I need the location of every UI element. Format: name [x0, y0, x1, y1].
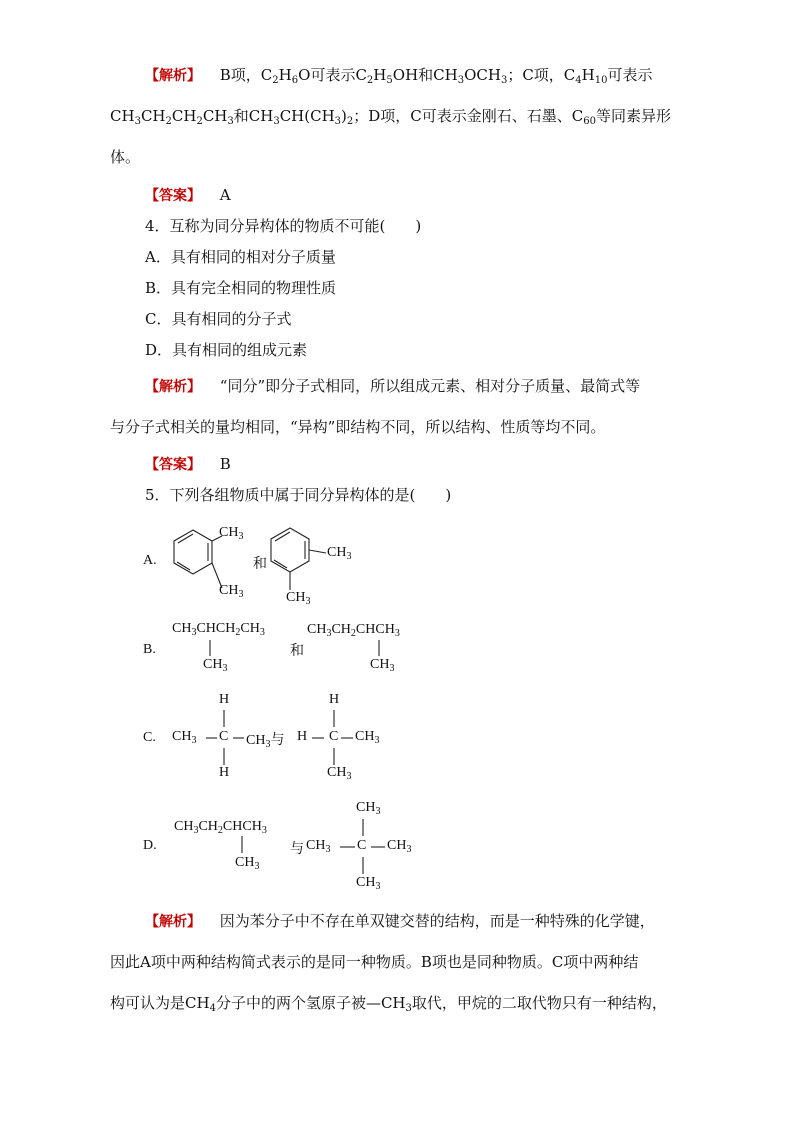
with-text: 与: [270, 733, 285, 748]
q4-option-c: C．具有相同的分子式: [145, 310, 292, 328]
h-atom: H: [297, 729, 308, 744]
answer-tag: 【答案】: [145, 457, 201, 473]
analysis-line-2: $CH_3CH_2CH_2CH_3$和$CH_3CH(CH_3)_2$；D项，C可表示金刚石、石墨、$C_{60}$等同素异形: [110, 107, 671, 127]
ch3-group: $CH_3$: [327, 545, 352, 562]
q5-label-b: B.: [143, 642, 156, 657]
analysis-line-3: 体。: [110, 148, 141, 166]
benzene-ring-1: [174, 530, 212, 574]
ch3-group: $CH_3$: [356, 875, 381, 892]
q5-label-d: D.: [143, 838, 157, 853]
ch3-group: $CH_3$: [387, 838, 412, 855]
ch3-group: $CH_3$: [219, 583, 244, 600]
question-5-stem: 5．下列各组物质中属于同分异构体的是( ): [145, 486, 452, 504]
formula-d-left: $CH_3CH_2CHCH_3$: [174, 819, 267, 836]
q4-option-d: D．具有相同的组成元素: [145, 341, 308, 359]
ch3-group: $CH_3$: [286, 590, 311, 607]
q5-label-c: C.: [143, 730, 156, 745]
ch3-group: $CH_3$: [235, 855, 260, 872]
ch3-group: $CH_3$: [306, 838, 331, 855]
ch3-group: $CH_3$与: [246, 733, 285, 750]
ch3-group: $CH_3$: [327, 765, 352, 782]
formula-b-right: $CH_3CH_2CHCH_3$: [307, 622, 400, 639]
analysis-tag: 【解析】: [145, 379, 201, 395]
answer-value: A: [219, 186, 231, 204]
c-atom: C: [357, 838, 367, 853]
ch3-group: $CH_3$: [219, 525, 244, 542]
and-text: 和: [290, 644, 304, 659]
benzene-ring-2: [271, 528, 309, 572]
h-atom: H: [219, 692, 230, 707]
ch3-group: $CH_3$: [370, 657, 395, 674]
ch3-group: $CH_3$: [172, 729, 197, 746]
analysis-line-1: 【解析】 B项，$C_2H_6O$可表示$C_2H_5OH$和$CH_3OCH_3$；C项，$C_4H_{10}$可表示: [145, 66, 653, 86]
analysis3-line-1: 【解析】 因为苯分子中不存在单双键交替的结构，而是一种特殊的化学键，: [145, 912, 655, 930]
with-text: 与: [290, 842, 304, 857]
c-atom: C: [219, 729, 229, 744]
q5-label-a: A.: [143, 553, 157, 568]
analysis2-line-2: 与分子式相关的量均相同，“异构”即结构不同，所以结构、性质等均不同。: [110, 418, 606, 436]
ch3-group: $CH_3$: [203, 657, 228, 674]
analysis-tag: 【解析】: [145, 68, 201, 84]
h-atom: H: [329, 692, 340, 707]
q4-option-b: B．具有完全相同的物理性质: [145, 279, 337, 297]
h-atom: H: [219, 765, 230, 780]
analysis2-line-1: 【解析】 “同分”即分子式相同，所以组成元素、相对分子质量、最简式等: [145, 377, 641, 395]
analysis3-line-2: 因此A项中两种结构简式表示的是同一种物质。B项也是同种物质。C项中两种结: [110, 953, 639, 971]
answer-value: B: [219, 455, 231, 473]
q4-option-a: A．具有相同的相对分子质量: [145, 248, 336, 266]
formula-b-left: $CH_3CHCH_2CH_3$: [172, 621, 265, 638]
analysis-tag: 【解析】: [145, 914, 201, 930]
ch3-group: $CH_3$: [355, 729, 380, 746]
ch3-group: $CH_3$: [356, 800, 381, 817]
answer-tag: 【答案】: [145, 188, 201, 204]
analysis3-line-3: 构可认为是$CH_4$分子中的两个氢原子被$—CH_3$取代，甲烷的二取代物只有一种结构，: [110, 994, 667, 1014]
c-atom: C: [329, 729, 339, 744]
and-text: 和: [253, 557, 267, 572]
question-4-stem: 4．互称为同分异构体的物质不可能( ): [145, 217, 422, 235]
